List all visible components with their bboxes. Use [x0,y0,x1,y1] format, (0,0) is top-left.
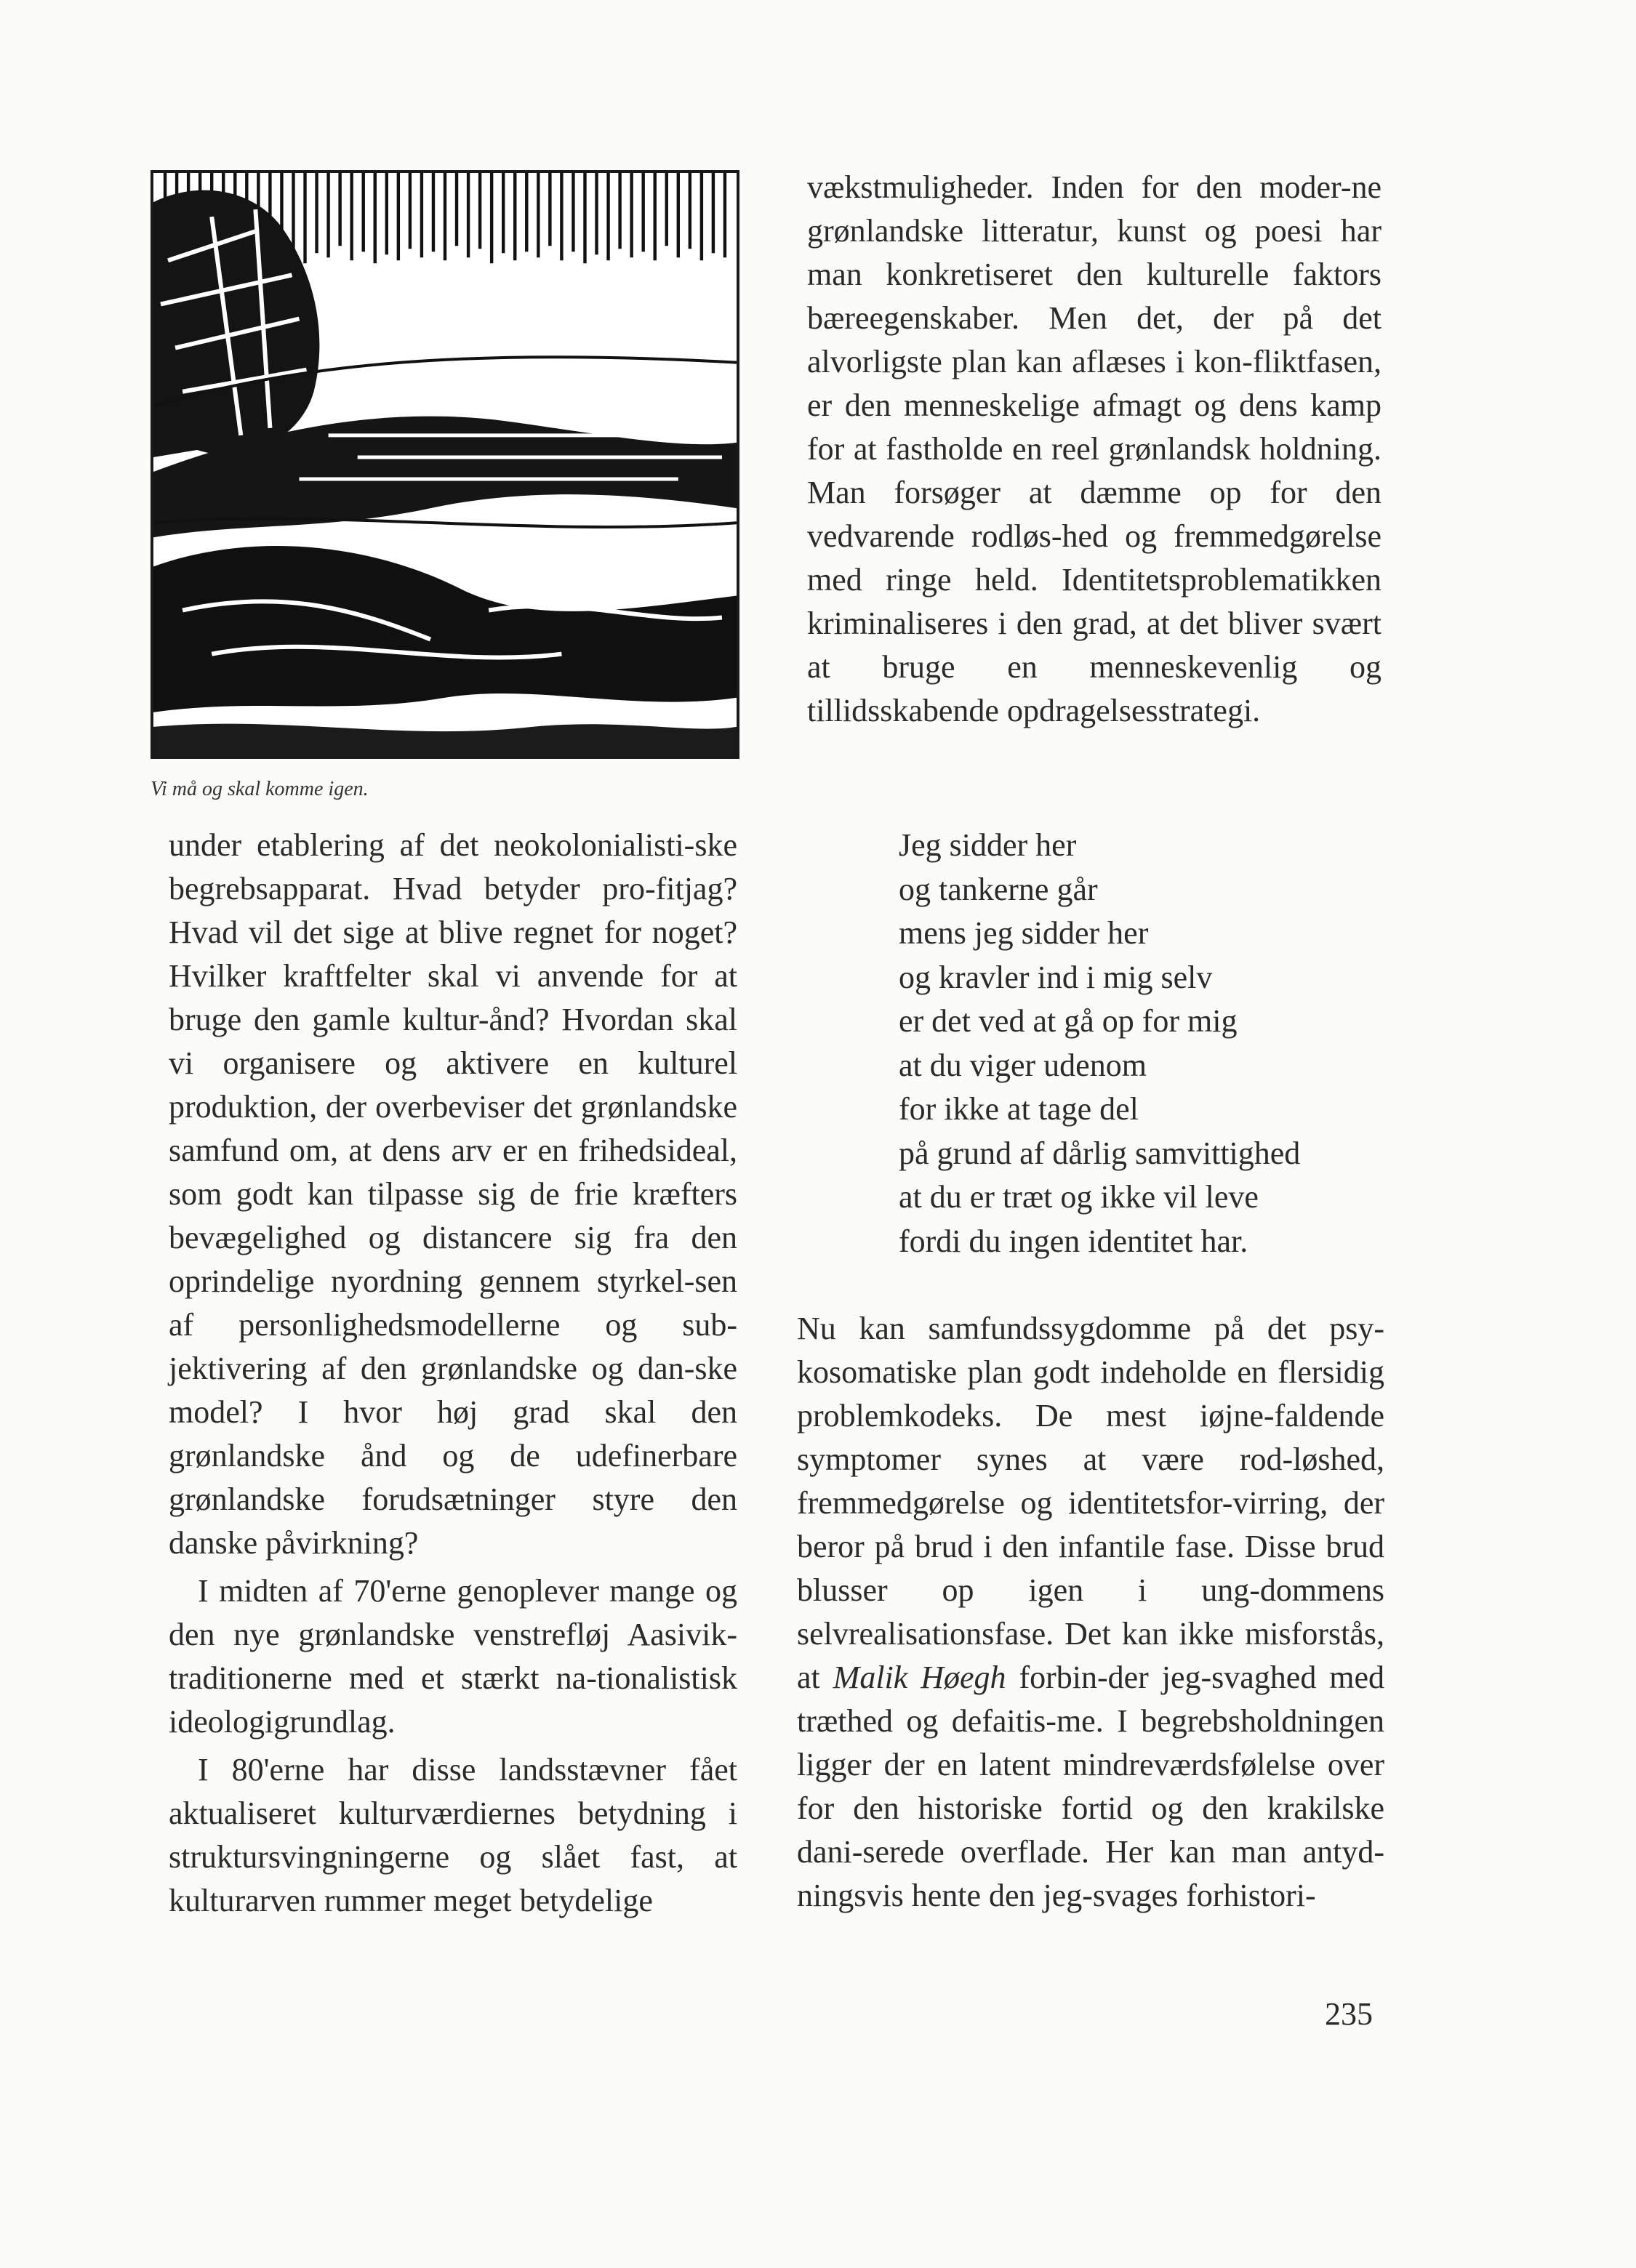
poem-line: Jeg sidder her [899,827,1077,863]
left-paragraph: I midten af 70'erne genoplever mange og den nye grønlandske venstrefløj Aasivik-traditionerne med et stærkt na-tionalistisk ideologigrundlag. [169,1573,737,1740]
figure-caption: Vi må og skal komme igen. [151,778,369,800]
ink-drawing-landscape [153,173,737,756]
poem-line: at du er træt og ikke vil leve [899,1179,1259,1215]
poem-line: fordi du ingen identitet har. [899,1223,1248,1259]
poem-line: på grund af dårlig samvittighed [899,1135,1301,1171]
author-name: Malik Høegh [833,1660,1006,1695]
left-paragraph: I 80'erne har disse landsstævner fået aktualiseret kulturværdiernes betydning i struktursvingningerne og slået fast, at kulturarven rummer meget betydelige [169,1752,737,1918]
poem-line: at du viger udenom [899,1047,1147,1083]
poem-line: for ikke at tage del [899,1091,1139,1127]
right-top-paragraph: vækstmuligheder. Inden for den moder-ne grønlandske litteratur, kunst og poesi har man konkretiseret den kulturelle faktors bæreegenskaber. Men det, der på det alvorligste plan kan aflæses i kon-fliktfasen, er den menneskelige afmagt og dens kamp for at fastholde en reel grønlandsk holdning. Man forsøger at dæmme op for den vedvarende rodløs-hed og fremmedgørelse med ringe held. Identitetsproblematikken kriminaliseres i den grad, at det bliver svært at bruge en menneskevenlig og tillidsskabende opdragelsesstrategi. [807,169,1382,728]
poem-line: og kravler ind i mig selv [899,959,1213,995]
right-column-bottom [797,1307,1384,1918]
poem [899,824,1300,1263]
right-column-top [807,166,1382,733]
right-bottom-paragraph [797,1307,1384,1918]
illustration [151,170,739,759]
poem-line: er det ved at gå op for mig [899,1003,1238,1039]
paragraph-text: forbin-der jeg-svaghed med træthed og defaitis-me. I begrebsholdningen ligger der en latent mindreværdsfølelse over for den historiske fortid og den krakilske dani-serede overflade. Her kan man antyd-ningsvis hente den jeg-svages forhistori- [797,1660,1384,1913]
left-paragraph: under etablering af det neokolonialisti-ske begrebsapparat. Hvad betyder pro-fitjag? Hvad vil det sige at blive regnet for noget? Hvilker kraftfelter skal vi anvende for at bruge den gamle kultur-ånd? Hvordan skal vi organisere og aktivere en kulturel produktion, der overbeviser det grønlandske samfund om, at dens arv er en frihedsideal, som godt kan tilpasse sig de frie kræfters bevægelighed og distancere sig fra den oprindelige nyordning gennem styrkel-sen af personlighedsmodellerne og sub-jektivering af den grønlandske og dan-ske model? I hvor høj grad skal den grønlandske ånd og de udefinerbare grønlandske forudsætninger styre den danske påvirkning? [169,827,737,1561]
poem-line: mens jeg sidder her [899,915,1149,951]
paragraph-text: Nu kan samfundssygdomme på det psy-kosomatiske plan godt indeholde en flersidig problemkodeks. De mest iøjne-faldende symptomer synes at være rod-løshed, fremmedgørelse og identitetsfor-virring, der beror på brud i den infantile fase. Disse brud blusser op igen i ung-dommens selvrealisationsfase. Det kan ikke misforstås, at [797,1311,1384,1695]
page-number: 235 [1325,1996,1373,2032]
poem-line: og tankerne går [899,871,1098,907]
left-column [169,824,737,1923]
